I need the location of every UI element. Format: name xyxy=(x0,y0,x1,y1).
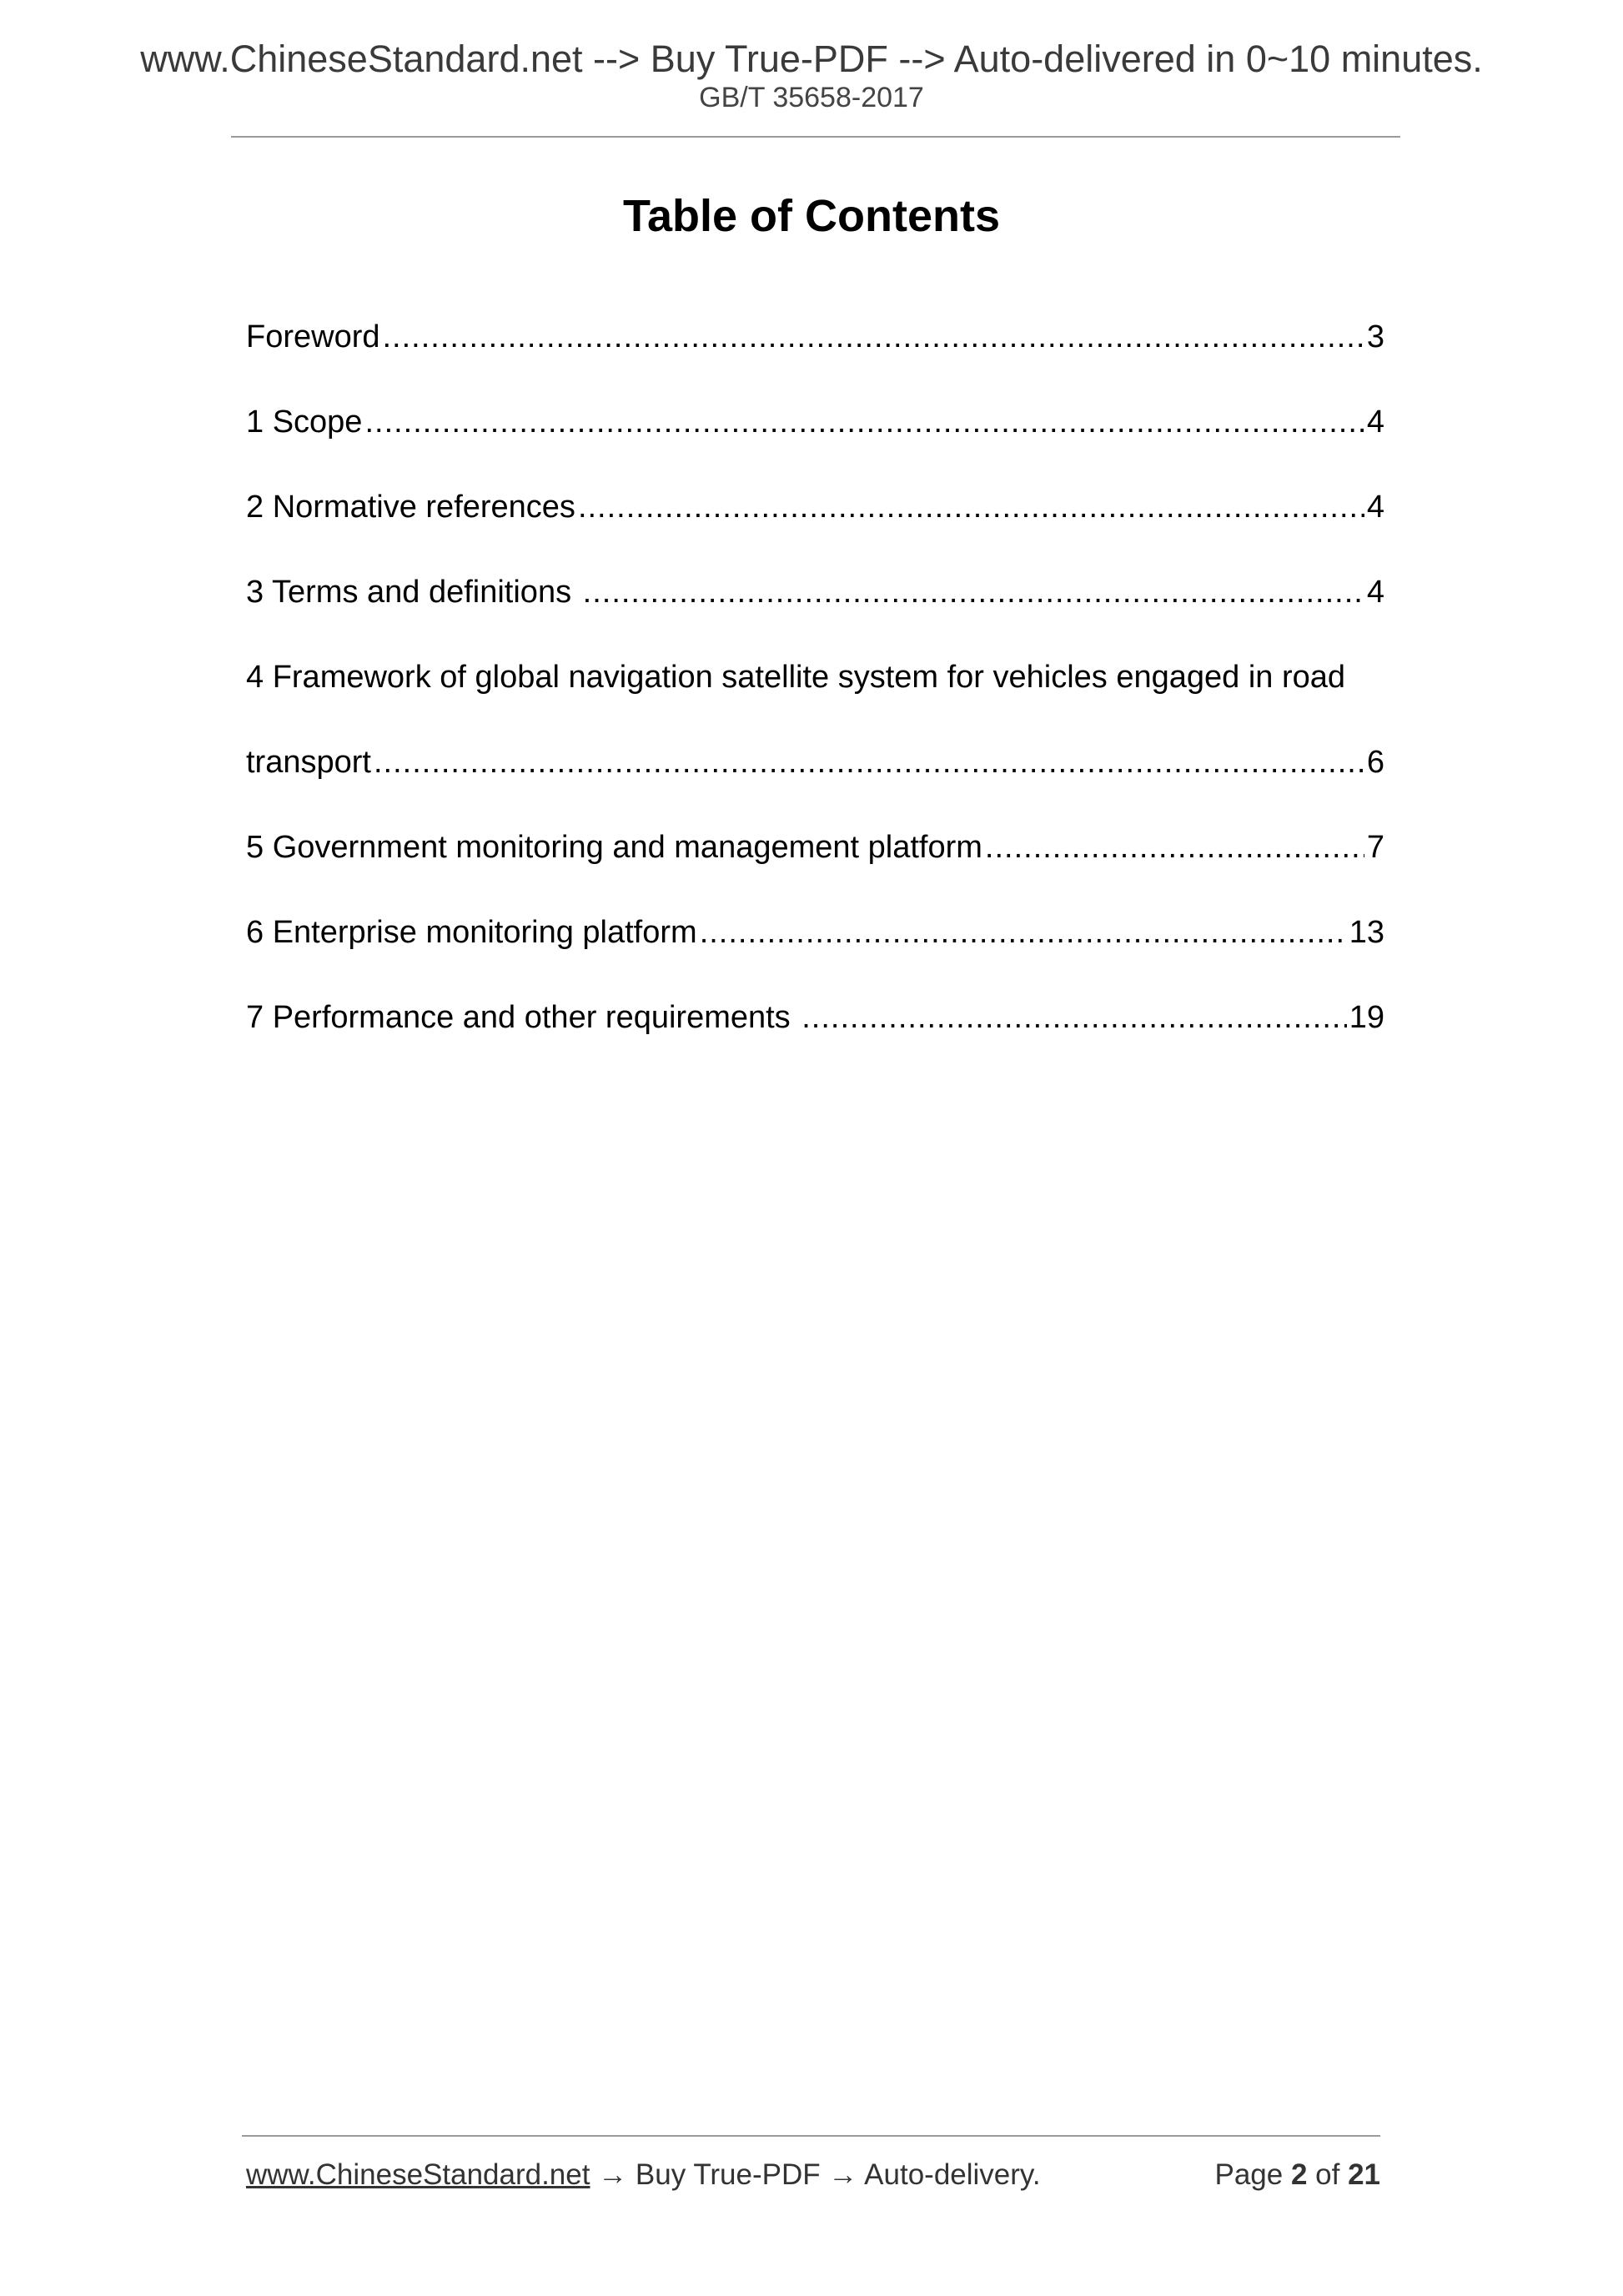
page-footer xyxy=(246,2160,1380,2189)
page-number xyxy=(1214,2160,1380,2189)
footer-website-link[interactable]: www.ChineseStandard.net xyxy=(246,2158,590,2191)
toc-entry-label: 6 Enterprise monitoring platform xyxy=(246,915,697,950)
toc-entry-page: 19 xyxy=(1349,1000,1384,1035)
toc-entry-scope[interactable] xyxy=(246,406,1384,491)
page-label: Page xyxy=(1214,2158,1291,2191)
table-of-contents xyxy=(246,321,1384,1087)
toc-dot-leader xyxy=(578,491,1364,523)
toc-dot-leader xyxy=(364,406,1364,438)
toc-entry-label: 4 Framework of global navigation satellite system for vehicles engaged in road xyxy=(246,660,1346,695)
toc-entry-page: 3 xyxy=(1366,319,1384,354)
toc-entry-enterprise-platform[interactable] xyxy=(246,917,1384,1002)
toc-dot-leader xyxy=(374,746,1364,778)
toc-entry-label: 3 Terms and definitions xyxy=(246,575,580,610)
toc-entry-label: 5 Government monitoring and management platform xyxy=(246,830,982,865)
header-watermark: www.ChineseStandard.net --> Buy True-PDF --> Auto-delivered in 0~10 minutes. xyxy=(140,38,1483,80)
footer-tagline: → Buy True-PDF → Auto-delivery. xyxy=(590,2158,1041,2191)
toc-entry-foreword[interactable] xyxy=(246,321,1384,406)
toc-entry-continuation xyxy=(246,746,1384,831)
toc-dot-leader xyxy=(700,917,1347,948)
document-code: GB/T 35658-2017 xyxy=(699,82,924,113)
toc-entry-page: 13 xyxy=(1349,915,1384,950)
toc-entry-page: 4 xyxy=(1366,490,1384,525)
toc-entry-label: 7 Performance and other requirements xyxy=(246,1000,800,1035)
toc-entry-label-continued: transport xyxy=(246,745,371,780)
toc-entry-label: 1 Scope xyxy=(246,404,363,440)
page-total: 21 xyxy=(1348,2158,1380,2191)
toc-entry-framework[interactable] xyxy=(246,661,1384,831)
toc-entry-page: 4 xyxy=(1366,575,1384,610)
header-divider xyxy=(231,136,1400,138)
toc-entry-performance[interactable] xyxy=(246,1002,1384,1087)
toc-dot-leader xyxy=(383,321,1364,353)
page-of: of xyxy=(1307,2158,1349,2191)
footer-left xyxy=(246,2160,1041,2189)
toc-entry-page: 6 xyxy=(1366,745,1384,780)
toc-dot-leader xyxy=(985,831,1364,863)
toc-entry-label: 2 Normative references xyxy=(246,490,575,525)
toc-entry-normative-references[interactable] xyxy=(246,491,1384,576)
footer-divider xyxy=(242,2135,1380,2137)
toc-title: Table of Contents xyxy=(623,191,1000,241)
toc-entry-label: Foreword xyxy=(246,319,380,354)
toc-entry-page: 7 xyxy=(1366,830,1384,865)
toc-entry-terms-and-definitions[interactable] xyxy=(246,576,1384,661)
page-current: 2 xyxy=(1290,2158,1308,2191)
toc-entry-page: 4 xyxy=(1366,404,1384,440)
toc-entry-government-platform[interactable] xyxy=(246,831,1384,917)
toc-dot-leader xyxy=(583,576,1364,608)
toc-dot-leader xyxy=(801,1002,1346,1033)
